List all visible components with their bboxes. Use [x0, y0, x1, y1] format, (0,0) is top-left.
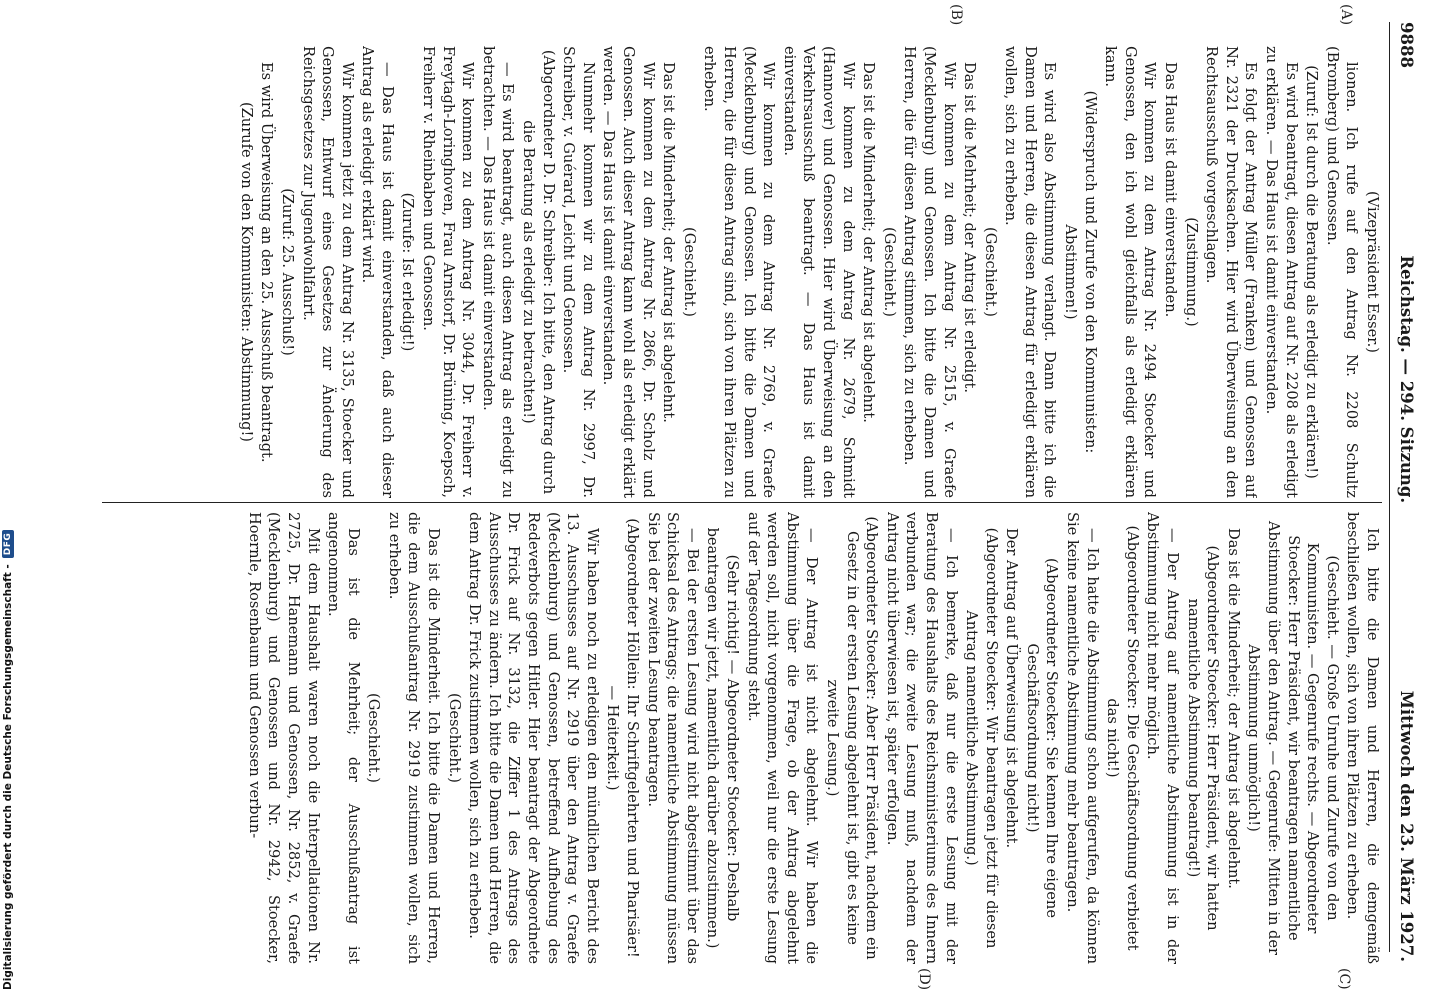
- paragraph: (Zurufe: Ist erledigt!): [399, 192, 417, 352]
- paragraph: (Abgeordneter D. Dr. Schreiber: Ich bitte, den Antrag durch die Beratung als erledigt zu betrachten!): [520, 49, 557, 495]
- paragraph: — Bei der ersten Lesung wird nicht abgestimmt über das Schicksal des Antrags; die namentliche Abstimmung müssen Sie bei der zweiten Lesung beantragen.: [644, 512, 701, 964]
- footer-text: Digitalisierung gefördert durch die Deutsche Forschungsgemeinschaft -: [2, 564, 14, 990]
- paragraph: (Abgeordneter Stoecker: Aber Herr Präsident, nachdem ein Gesetz in der ersten Lesung abgelehnt ist, gibt es keine zweite Lesung.): [823, 516, 881, 960]
- paragraph: Wir kommen zu dem Antrag Nr. 2494 Stoecker und Genossen, den ich wohl gleichfalls als erledigt erklären kann.: [1102, 46, 1159, 498]
- dfg-logo-icon: DFG: [2, 530, 14, 559]
- header-date: Mittwoch den 23. März 1927.: [1397, 690, 1416, 962]
- margin-mark-c: (C): [1336, 968, 1352, 990]
- paragraph: (Vizepräsident Esser.): [1364, 191, 1381, 353]
- paragraph: (Zurufe von den Kommunisten: Abstimmung!): [237, 101, 255, 443]
- paragraph: — Der Antrag auf namentliche Abstimmung ist in der Abstimmung nicht mehr möglich.: [1144, 512, 1182, 964]
- column-divider: [102, 502, 1382, 503]
- paragraph: Es wird Überweisung an den 25. Ausschuß beantragt.: [258, 62, 276, 463]
- paragraph: (Geschieht.): [981, 227, 999, 317]
- footer-strip: [0, 0, 22, 1000]
- paragraph: Wir haben noch zu erledigen den mündlichen Bericht des 13. Ausschusses auf Nr. 2919 über den Antrag v. Graefe (Mecklenburg) und Genossen, betreffend Aufhebung des Redeverbots gegen Hitler. Hier beantragt der Abgeordnete Dr. Frick auf Nr. 3132, die Ziffer 1 des Antrags des Ausschusses zu ändern. Ich bitte die Damen und Herren, die dem Antrag Dr. Frick zustimmen wollen, sich zu erheben.: [466, 512, 601, 964]
- paragraph: (Geschieht.): [365, 693, 383, 783]
- paragraph: Es wird also Abstimmung verlangt. Dann bitte ich die Damen und Herren, die diesen Antrag für erledigt erklären wollen, sich zu erheben.: [1002, 46, 1059, 498]
- paragraph: — Der Antrag ist nicht abgelehnt. Wir haben die Abstimmung über die Frage, ob der Antrag abgelehnt werden soll, nicht vorgenommen, weil nur die erste Lesung auf der Tagesordnung steht.: [744, 512, 821, 964]
- paragraph: Das ist die Minderheit; der Antrag ist abgelehnt.: [660, 62, 678, 423]
- right-column: [86, 512, 1382, 964]
- page-header: [1397, 22, 1416, 962]
- paragraph: (Zuruf: 25. Ausschuß!): [278, 188, 296, 356]
- paragraph: lionen. Ich rufe auf den Antrag Nr. 2208 Schultz (Bromberg) und Genossen.: [1323, 46, 1361, 498]
- paragraph: (Widerspruch und Zurufe von den Kommunisten: Abstimmen!): [1062, 90, 1099, 454]
- paragraph: — Ich hatte die Abstimmung schon aufgerufen, da können Sie keine namentliche Abstimmung mehr beantragen.: [1064, 512, 1101, 964]
- paragraph: (Abgeordneter Stoecker: Wir beantragen jetzt für diesen Antrag namentliche Abstimmung.): [963, 527, 1000, 949]
- paragraph: Das ist die Minderheit; der Antrag ist abgelehnt.: [860, 62, 878, 423]
- paragraph: Wir kommen zu dem Antrag Nr. 2679, Schmidt (Hannover) und Genossen. Hier wird Überweisung an den Verkehrsausschuß beantragt. — Das Haus ist damit einverstanden.: [780, 46, 857, 498]
- header-rule: [1389, 22, 1390, 952]
- paragraph: (Abgeordneter Höllein: Ihr Schriftgelehrten und Pharisäer! — Heiterkeit.): [604, 518, 642, 958]
- paragraph: Das Haus ist damit einverstanden.: [1162, 62, 1180, 318]
- margin-mark-d: (D): [916, 968, 932, 991]
- header-title: Reichstag. — 294. Sitzung.: [1397, 255, 1416, 504]
- paragraph: Das ist die Minderheit; der Antrag ist abgelehnt.: [1224, 528, 1242, 889]
- paragraph: — Es wird beantragt, auch diesen Antrag als erledigt zu betrachten. — Das Haus ist damit einverstanden.: [479, 46, 517, 498]
- paragraph: (Geschieht.): [680, 227, 698, 317]
- paragraph: (Abgeordneter Stoecker: Sie kennen Ihre eigene Geschäftsordnung nicht!): [1023, 558, 1061, 918]
- paragraph: (Abgeordneter Stoecker: Die Geschäftsordnung verbietet das nicht!): [1104, 525, 1141, 951]
- paragraph: Es wird beantragt, diesen Antrag auf Nr. 2208 als erledigt zu erklären. — Das Haus ist damit einverstanden.: [1263, 46, 1300, 498]
- paragraph: (Zuruf: Ist durch die Beratung als erledigt zu erklären!): [1303, 65, 1321, 479]
- paragraph: Ich bitte die Damen und Herren, die demgemäß beschließen wollen, sich von ihren Plätzen zu erheben.: [1344, 512, 1381, 964]
- left-column: [86, 46, 1382, 498]
- paragraph: (Sehr richtig! — Abgeordneter Stoecker: Deshalb beantragen wir jetzt, namentlich darüber abzustimmen.): [704, 527, 741, 949]
- paragraph: Es folgt der Antrag Müller (Franken) und Genossen auf Nr. 2321 der Drucksachen. Hier wird Überweisung an den Rechtsausschuß vorgeschlagen.: [1203, 46, 1260, 498]
- paragraph: (Abgeordneter Stoecker: Herr Präsident, wir hatten namentliche Abstimmung beantragt!): [1184, 545, 1222, 931]
- paragraph: Wir kommen zu dem Antrag Nr. 2866, Dr. Scholz und Genossen. Auch dieser Antrag kann wohl als erledigt erklärt werden. — Das Haus ist damit einverstanden.: [600, 46, 657, 498]
- paragraph: Das ist die Mehrheit; der Ausschußantrag ist angenommen.: [325, 512, 362, 964]
- paragraph: Der Antrag auf Überweisung ist abgelehnt.: [1003, 528, 1021, 849]
- paragraph: (Geschieht.): [880, 227, 898, 317]
- paragraph: Wir kommen zu dem Antrag Nr. 2769, v. Graefe (Mecklenburg) und Genossen. Ich bitte die Damen und Herren, die für diesen Antrag sind, sich von ihren Plätzen zu erheben.: [701, 46, 778, 498]
- paragraph: — Das Haus ist damit einverstanden, daß auch dieser Antrag als erledigt erklärt wird.: [359, 46, 396, 498]
- paragraph: Wir kommen zu dem Antrag Nr. 2515, v. Graefe (Mecklenburg) und Genossen. Ich bitte die Damen und Herren, die für diesen Antrag stimmen, sich zu erheben.: [901, 46, 958, 498]
- margin-mark-b: (B): [948, 4, 964, 26]
- paragraph: (Geschieht.): [445, 693, 463, 783]
- margin-mark-a: (A): [1338, 4, 1354, 26]
- footer-note: [2, 530, 14, 990]
- paragraph: (Zustimmung.): [1182, 217, 1200, 327]
- paragraph: (Geschieht. — Große Unruhe und Zurufe von den Kommunisten. — Gegenrufe rechts. — Abgeordneter Stoecker: Herr Präsident, wir beantragen namentliche Abstimmung über den Antrag. — Gegenrufe: Mitten in der Abstimmung unmöglich!): [1245, 520, 1341, 955]
- paragraph: Wir kommen zu dem Antrag Nr. 3044, Dr. Freiherr v. Freytagh-Loringhoven, Frau Arnstorf, Dr. Brüning, Koepsch, Freiherr v. Rheinbaben und Genossen.: [420, 46, 477, 498]
- paragraph: Nunmehr kommen wir zu dem Antrag Nr. 2997, Dr. Schreiber, v. Guérard, Leicht und Genossen.: [560, 46, 597, 498]
- paragraph: Das ist die Mehrheit; der Antrag ist erledigt.: [961, 62, 979, 394]
- page-number: 9888: [1397, 22, 1416, 68]
- paragraph: Wir kommen jetzt zu dem Antrag Nr. 3135, Stoecker und Genossen, Entwurf eines Gesetzes zur Änderung des Reichsgesetzes zur Jugendwohlfahrt.: [299, 46, 356, 498]
- paragraph: — Ich bemerke, daß nur die erste Lesung mit der Beratung des Haushalts des Reichsministeriums des Innern verbunden war; die zweite Lesung muß, nachdem der Antrag nicht überwiesen ist, später erfolgen.: [883, 512, 960, 964]
- paragraph: Das ist die Minderheit. Ich bitte die Damen und Herren, die dem Ausschußantrag Nr. 2919 zustimmen wollen, sich zu erheben.: [385, 512, 443, 964]
- paragraph: Mit dem Haushalt waren noch die Interpellationen Nr. 2725, Dr. Hanemann und Genossen, Nr. 2852, v. Graefe (Mecklenburg) und Genossen und Nr. 2942, Stoecker, Hoernle, Rosenbaum und Genossen verbun-: [245, 512, 322, 964]
